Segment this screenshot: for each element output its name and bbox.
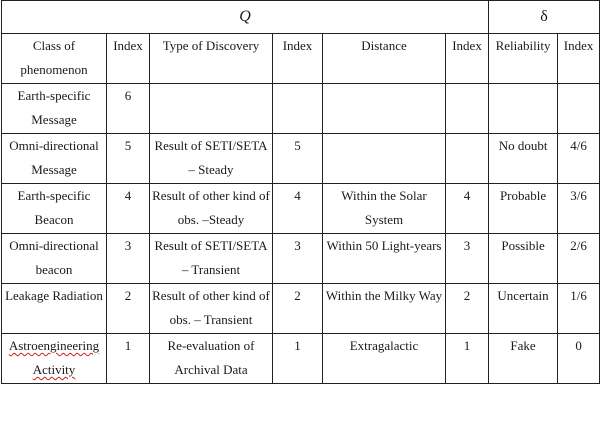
cell-phenomenon: Earth-specific Beacon — [2, 184, 107, 234]
table-row — [2, 284, 600, 334]
cell-phenomenon: Omni-directional beacon — [2, 234, 107, 284]
cell-discovery: Result of SETI/SETA – Steady — [150, 134, 273, 184]
cell-reliability-index: 0 — [558, 334, 600, 384]
column-header-reliability: Reliability — [489, 34, 558, 84]
table-row — [2, 334, 600, 384]
column-header-phenomenon-index: Index — [107, 34, 150, 84]
column-header-distance-index: Index — [446, 34, 489, 84]
group-header-row — [2, 1, 600, 34]
cell-discovery-index: 5 — [273, 134, 323, 184]
cell-reliability-index: 2/6 — [558, 234, 600, 284]
cell-phenomenon-index: 5 — [107, 134, 150, 184]
cell-reliability-index: 4/6 — [558, 134, 600, 184]
cell-reliability: Probable — [489, 184, 558, 234]
column-header-phenomenon: Class of phenomenon — [2, 34, 107, 84]
cell-distance-index: 2 — [446, 284, 489, 334]
table-row — [2, 234, 600, 284]
group-header-q: Q — [2, 1, 489, 34]
cell-distance — [323, 84, 446, 134]
column-header-distance: Distance — [323, 34, 446, 84]
table-row — [2, 134, 600, 184]
cell-reliability-index — [558, 84, 600, 134]
cell-discovery: Result of other kind of obs. –Steady — [150, 184, 273, 234]
cell-phenomenon — [2, 334, 107, 384]
column-header-row — [2, 34, 600, 84]
cell-distance-index: 4 — [446, 184, 489, 234]
cell-distance-index — [446, 84, 489, 134]
cell-phenomenon-index: 3 — [107, 234, 150, 284]
cell-distance — [323, 134, 446, 184]
group-header-delta: δ — [489, 1, 600, 34]
cell-reliability: No doubt — [489, 134, 558, 184]
cell-distance: Within the Solar System — [323, 184, 446, 234]
cell-discovery-index — [273, 84, 323, 134]
cell-reliability: Fake — [489, 334, 558, 384]
cell-reliability — [489, 84, 558, 134]
cell-discovery: Result of other kind of obs. – Transient — [150, 284, 273, 334]
cell-discovery: Result of SETI/SETA – Transient — [150, 234, 273, 284]
cell-distance-index: 1 — [446, 334, 489, 384]
cell-reliability-index: 1/6 — [558, 284, 600, 334]
cell-reliability-index: 3/6 — [558, 184, 600, 234]
cell-discovery-index: 2 — [273, 284, 323, 334]
cell-distance-index: 3 — [446, 234, 489, 284]
cell-reliability: Possible — [489, 234, 558, 284]
cell-phenomenon-index: 2 — [107, 284, 150, 334]
cell-distance: Within 50 Light-years — [323, 234, 446, 284]
cell-phenomenon: Omni-directional Message — [2, 134, 107, 184]
column-header-discovery-index: Index — [273, 34, 323, 84]
cell-phenomenon-index: 1 — [107, 334, 150, 384]
cell-discovery-index: 1 — [273, 334, 323, 384]
column-header-reliability-index: Index — [558, 34, 600, 84]
cell-discovery — [150, 84, 273, 134]
cell-phenomenon: Leakage Radiation — [2, 284, 107, 334]
cell-discovery-index: 3 — [273, 234, 323, 284]
cell-reliability: Uncertain — [489, 284, 558, 334]
cell-phenomenon: Earth-specific Message — [2, 84, 107, 134]
cell-phenomenon-index: 6 — [107, 84, 150, 134]
cell-phenomenon-index: 4 — [107, 184, 150, 234]
cell-distance: Extragalactic — [323, 334, 446, 384]
table-row — [2, 84, 600, 134]
cell-phenomenon-text: Astroengineering Activity — [8, 338, 100, 377]
rio-scale-table — [1, 0, 600, 384]
table-row — [2, 184, 600, 234]
cell-discovery: Re-evaluation of Archival Data — [150, 334, 273, 384]
cell-distance-index — [446, 134, 489, 184]
cell-discovery-index: 4 — [273, 184, 323, 234]
cell-distance: Within the Milky Way — [323, 284, 446, 334]
column-header-discovery: Type of Discovery — [150, 34, 273, 84]
